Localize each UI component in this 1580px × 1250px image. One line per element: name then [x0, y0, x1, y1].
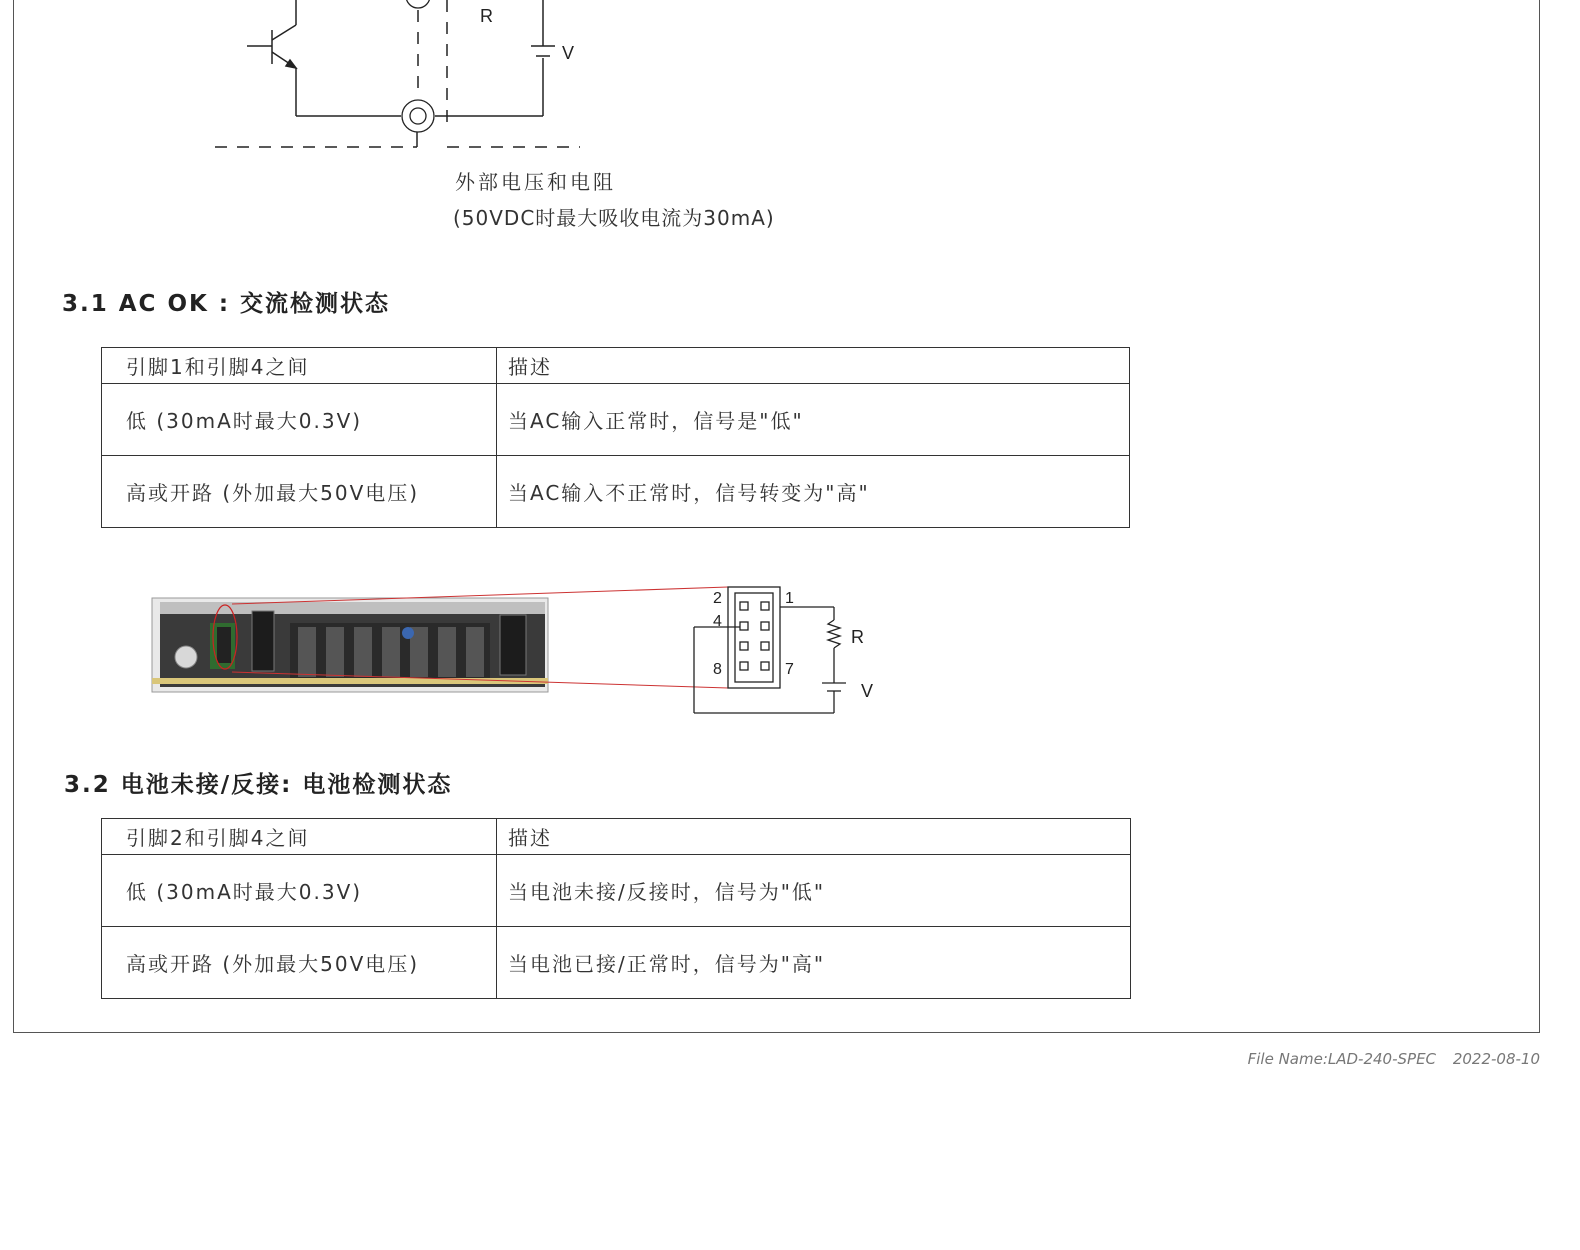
pin-label: 8: [713, 661, 722, 678]
table-cell: 高或开路 (外加最大50V电压): [102, 456, 497, 528]
resistor-label: R: [851, 627, 864, 647]
voltage-label: V: [861, 681, 874, 701]
table-cell: 当电池已接/正常时，信号为"高": [497, 927, 1131, 999]
circuit-caption-line2: (50VDC时最大吸收电流为30mA): [453, 206, 775, 230]
pin-label: 2: [713, 590, 722, 607]
connector-symbol: [728, 587, 780, 688]
pin-label: 4: [713, 613, 722, 630]
device-photo: [152, 598, 548, 692]
table-header-row: [102, 819, 1131, 855]
table-row: [102, 384, 1130, 456]
table-row: [102, 927, 1131, 999]
connector-diagram: [0, 575, 900, 725]
pin-label: 7: [785, 661, 794, 678]
table-cell: 低 (30mA时最大0.3V): [102, 384, 497, 456]
output-circuit-diagram: [0, 0, 900, 160]
table-header-cell: 描述: [497, 819, 1131, 855]
table-header-cell: 引脚2和引脚4之间: [102, 819, 497, 855]
section-title-ac-ok: 3.1 AC OK : 交流检测状态: [62, 291, 391, 317]
battery-symbol: [531, 46, 555, 56]
section-title-battery: 3.2 电池未接/反接: 电池检测状态: [64, 772, 453, 798]
footer: [1248, 1050, 1540, 1068]
file-name: File Name:LAD-240-SPEC: [1247, 1050, 1437, 1068]
table-header-row: [102, 348, 1130, 384]
table-cell: 高或开路 (外加最大50V电压): [102, 927, 497, 999]
table-row: [102, 855, 1131, 927]
table-cell: 当AC输入不正常时，信号转变为"高": [497, 456, 1130, 528]
battery-table: [101, 818, 1131, 999]
circuit-caption-line1: 外部电压和电阻: [455, 170, 616, 194]
table-header-cell: 描述: [497, 348, 1130, 384]
resistor-label: R: [480, 6, 493, 26]
transistor-symbol: [247, 0, 296, 68]
ac-ok-table: [101, 347, 1130, 528]
pin-label: 1: [785, 590, 794, 607]
table-cell: 低 (30mA时最大0.3V): [102, 855, 497, 927]
table-row: [102, 456, 1130, 528]
voltage-label: V: [562, 43, 575, 63]
document-date: 2022-08-10: [1452, 1050, 1540, 1068]
table-header-cell: 引脚1和引脚4之间: [102, 348, 497, 384]
table-cell: 当AC输入正常时，信号是"低": [497, 384, 1130, 456]
table-cell: 当电池未接/反接时，信号为"低": [497, 855, 1131, 927]
